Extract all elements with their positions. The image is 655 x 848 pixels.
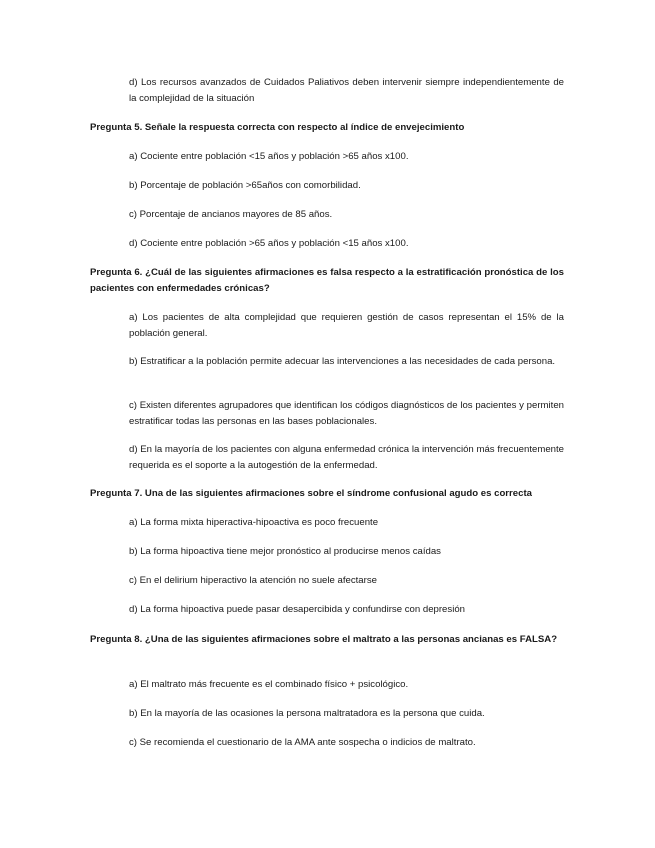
- previous-question-option-d: d) Los recursos avanzados de Cuidados Paliativos deben intervenir siempre independientemente de la complejidad de la situación: [129, 77, 564, 104]
- question-6-title: Pregunta 6. ¿Cuál de las siguientes afirmaciones es falsa respecto a la estratificación pronóstica de los pacientes con enfermedades crónicas?: [90, 267, 564, 294]
- question-6-option-b: b) Estratificar a la población permite adecuar las intervenciones a las necesidades de cada persona.: [129, 356, 556, 367]
- question-5-option-b: b) Porcentaje de población >65años con comorbilidad.: [129, 180, 361, 191]
- question-5-option-c: c) Porcentaje de ancianos mayores de 85 años.: [129, 209, 333, 220]
- question-7-title: Pregunta 7. Una de las siguientes afirmaciones sobre el síndrome confusional agudo es correcta: [90, 488, 532, 499]
- question-6-option-a: a) Los pacientes de alta complejidad que requieren gestión de casos representan el 15% de la población general.: [129, 312, 564, 339]
- question-5-title: Pregunta 5. Señale la respuesta correcta con respecto al índice de envejecimiento: [90, 122, 465, 133]
- question-7-option-c: c) En el delirium hiperactivo la atención no suele afectarse: [129, 575, 377, 586]
- question-5-option-a: a) Cociente entre población <15 años y población >65 años x100.: [129, 151, 409, 162]
- question-8-title: Pregunta 8. ¿Una de las siguientes afirmaciones sobre el maltrato a las personas ancianas es FALSA?: [90, 634, 558, 645]
- question-8-option-b: b) En la mayoría de las ocasiones la persona maltratadora es la persona que cuida.: [129, 708, 485, 719]
- question-7-option-b: b) La forma hipoactiva tiene mejor pronóstico al producirse menos caídas: [129, 546, 441, 557]
- question-7-option-d: d) La forma hipoactiva puede pasar desapercibida y confundirse con depresión: [129, 604, 465, 615]
- question-8-option-a: a) El maltrato más frecuente es el combinado físico + psicológico.: [129, 679, 409, 690]
- question-6-option-c: c) Existen diferentes agrupadores que identifican los códigos diagnósticos de los pacientes y permiten estratificar todas las personas en las bases poblacionales.: [129, 400, 564, 427]
- question-6-option-d: d) En la mayoría de los pacientes con alguna enfermedad crónica la intervención más frecuentemente requerida es el soporte a la autogestión de la enfermedad.: [129, 444, 564, 471]
- question-8-option-c: c) Se recomienda el cuestionario de la AMA ante sospecha o indicios de maltrato.: [129, 737, 476, 748]
- question-5-option-d: d) Cociente entre población >65 años y población <15 años x100.: [129, 238, 409, 249]
- question-7-option-a: a) La forma mixta hiperactiva-hipoactiva es poco frecuente: [129, 517, 379, 528]
